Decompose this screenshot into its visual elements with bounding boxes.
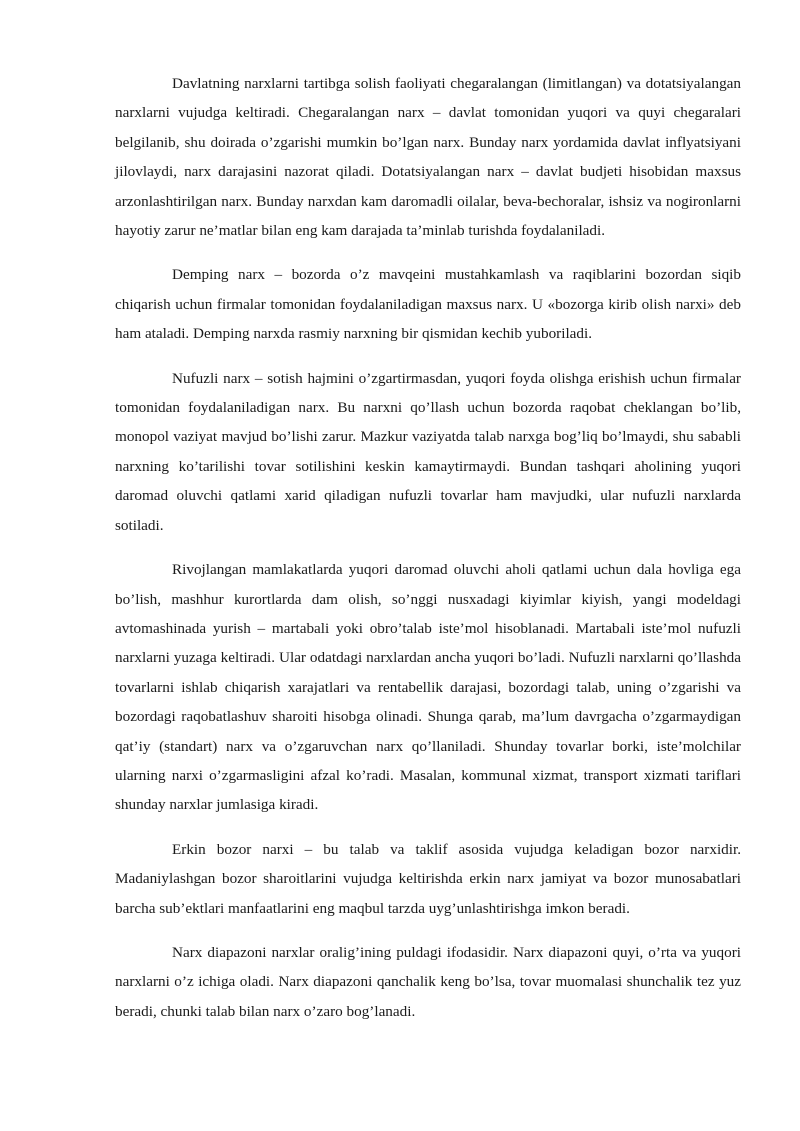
paragraph-dumping-price: Demping narx – bozorda o’z mavqeini mustahkamlash va raqiblarini bozordan siqib chiqarish uchun firmalar tomonidan foydalaniladigan maxsus narx. U «bozorga kirib olish narxi» deb ham ataladi. Demping narxda rasmiy narxning bir qismidan kechib yuboriladi. [115, 266, 741, 343]
paragraph-regulated-prices: Davlatning narxlarni tartibga solish faoliyati chegaralangan (limitlangan) va dotatsiyalangan narxlarni vujudga keltiradi. Chegaralangan narx – davlat tomonidan yuqori va quyi chegaralari belgilanib, shu doirada o’zgarishi mumkin bo’lgan narx. Bunday narx yordamida davlat inflyatsiyani jilovlaydi, narx darajasini nazorat qiladi. Dotatsiyalangan narx – davlat budjeti hisobidan maxsus arzonlashtirilgan narx. Bunday narxdan kam daromadli oilalar, beva-bechoralar, ishsiz va nogironlarni hayotiy zarur ne’matlar bilan eng kam darajada ta’minlab turishda foydalaniladi. [115, 75, 741, 240]
document-page [115, 69, 741, 1041]
paragraph-prestige-price: Nufuzli narx – sotish hajmini o’zgartirmasdan, yuqori foyda olishga erishish uchun firmalar tomonidan foydalaniladigan narx. Bu narxni qo’llash uchun bozorda raqobat cheklangan bo’lib, monopol vaziyat mavjud bo’lishi zarur. Mazkur vaziyatda talab narxga bog’liq bo’lmaydi, shu sababli narxning ko’tarilishi tovar sotilishini keskin kamaytirmaydi. Bundan tashqari aholining yuqori daromad oluvchi qatlami xarid qiladigan nufuzli tovarlar ham mavjudki, ular nufuzli narxlarda sotiladi. [115, 369, 741, 534]
paragraph-prestige-consumption: Rivojlangan mamlakatlarda yuqori daromad oluvchi aholi qatlami uchun dala hovliga ega bo’lish, mashhur kurortlarda dam olish, so’nggi nusxadagi kiyimlar kiyish, yangi modeldagi avtomashinada yurish – martabali yoki obro’talab iste’mol hisoblanadi. Martabali iste’mol nufuzli narxlarni yuzaga keltiradi. Ular odatdagi narxlardan ancha yuqori bo’ladi. Nufuzli narxlarni qo’llashda tovarlarni ishlab chiqarish xarajatlari va rentabellik darajasi, bozordagi talab, uning o’zgarishi va bozordagi raqobatlashuv sharoiti hisobga olinadi. Shunga qarab, ma’lum davrgacha o’zgarmaydigan qat’iy (standart) narx va o’zgaruvchan narx qo’llaniladi. Shunday tovarlar borki, iste’molchilar ularning narxi o’zgarmasligini afzal ko’radi. Masalan, kommunal xizmat, transport xizmati tariflari shunday narxlar jumlasiga kiradi. [115, 561, 741, 814]
paragraph-price-range: Narx diapazoni narxlar oralig’ining puldagi ifodasidir. Narx diapazoni quyi, o’rta va yuqori narxlarni o’z ichiga oladi. Narx diapazoni qanchalik keng bo’lsa, tovar muomalasi shunchalik tez yuz beradi, chunki talab bilan narx o’zaro bog’lanadi. [115, 943, 741, 1020]
paragraph-free-market-price: Erkin bozor narxi – bu talab va taklif asosida vujudga keladigan bozor narxidir. Madaniylashgan bozor sharoitlarini vujudga keltirishda erkin narx jamiyat va bozor munosabatlari barcha sub’ektlari manfaatlarini eng maqbul tarzda uyg’unlashtirishga imkon beradi. [115, 840, 741, 917]
